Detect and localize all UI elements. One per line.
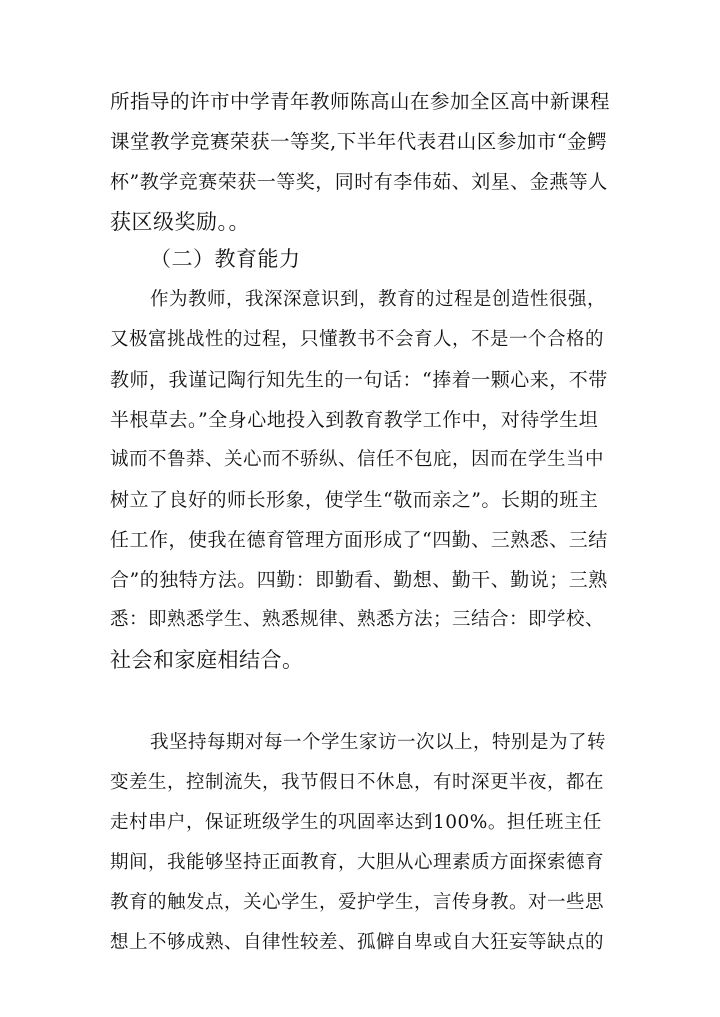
text-line: 想上不够成熟、自律性较差、孤僻自卑或自大狂妄等缺点的 bbox=[110, 932, 605, 953]
text-line: 期间，我能够坚持正面教育，大胆从心理素质方面探索德育 bbox=[110, 852, 605, 873]
text-line: 走村串户，保证班级学生的巩固率达到100%。担任班主任 bbox=[110, 812, 602, 833]
text-line: 所指导的许市中学青年教师陈高山在参加全区高中新课程 bbox=[110, 90, 611, 113]
text-line: 树立了良好的师长形象，使学生“敬而亲之”。长期的班主 bbox=[110, 489, 599, 511]
text-line: 我坚持每期对每一个学生家访一次以上，特别是为了转 bbox=[150, 732, 607, 753]
section-heading: （二）教育能力 bbox=[150, 247, 301, 271]
text-line: 变差生，控制流失，我节假日不休息，有时深更半夜，都在 bbox=[110, 772, 605, 793]
text-line: 任工作，使我在德育管理方面形成了“四勤、三熟悉、三结 bbox=[110, 529, 608, 551]
text-line: 诚而不鲁莽、关心而不骄纵、信任不包庇，因而在学生当中 bbox=[110, 449, 605, 470]
text-line: 课堂教学竞赛荣获一等奖,下半年代表君山区参加市“金鳄 bbox=[110, 130, 608, 153]
text-line: 社会和家庭相结合。 bbox=[110, 648, 304, 672]
text-line: 教师，我谨记陶行知先生的一句话：“捧着一颗心来，不带 bbox=[110, 369, 608, 391]
text-line: 获区级奖励。。 bbox=[110, 210, 250, 234]
text-line: 合”的独特方法。四勤：即勤看、勤想、勤干、勤说；三熟 bbox=[110, 569, 608, 591]
text-line: 又极富挑战性的过程，只懂教书不会育人，不是一个合格的 bbox=[110, 329, 605, 350]
text-line: 教育的触发点，关心学生，爱护学生，言传身教。对一些思 bbox=[110, 892, 605, 913]
text-line: 作为教师，我深深意识到，教育的过程是创造性很强， bbox=[150, 289, 607, 310]
text-line: 杯”教学竞赛荣获一等奖，同时有李伟茹、刘星、金燕等人 bbox=[110, 171, 608, 193]
text-line: 半根草去。”全身心地投入到教育教学工作中，对待学生坦 bbox=[110, 409, 599, 431]
text-line: 悉：即熟悉学生、熟悉规律、熟悉方法；三结合：即学校、 bbox=[110, 609, 605, 630]
